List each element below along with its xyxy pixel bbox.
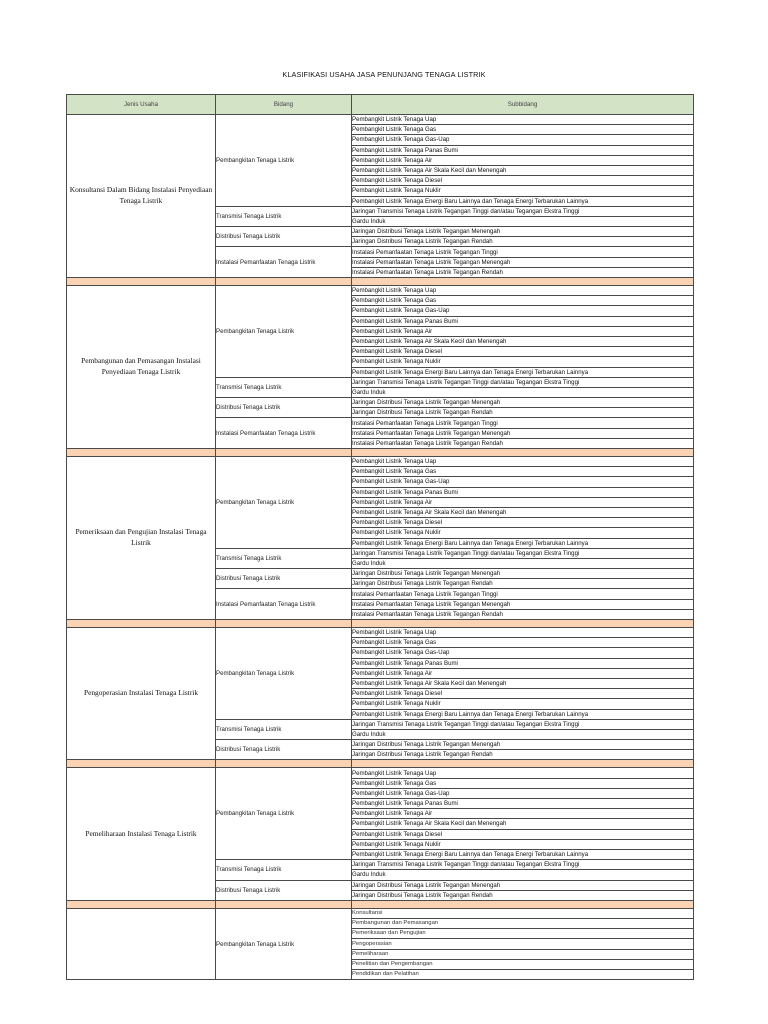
subbidang-cell: Pemeriksaan dan Pengujian bbox=[352, 929, 694, 939]
subbidang-cell: Pembangkit Listrik Tenaga Air bbox=[352, 326, 694, 336]
subbidang-cell: Pembangkit Listrik Tenaga Gas bbox=[352, 296, 694, 306]
subbidang-cell: Jaringan Transmisi Tenaga Listrik Tegangan Tinggi dan/atau Tegangan Ekstra Tinggi bbox=[352, 206, 694, 216]
header-bidang: Bidang bbox=[216, 95, 352, 115]
bidang-cell: Transmisi Tenaga Listrik bbox=[216, 206, 352, 226]
separator-cell bbox=[352, 620, 694, 628]
subbidang-cell: Konsultansi bbox=[352, 908, 694, 918]
subbidang-cell: Pembangkit Listrik Tenaga Energi Baru Lainnya dan Tenaga Energi Terbarukan Lainnya bbox=[352, 196, 694, 206]
subbidang-cell: Pembangkit Listrik Tenaga Air bbox=[352, 497, 694, 507]
subbidang-cell: Pembangkit Listrik Tenaga Energi Baru Lainnya dan Tenaga Energi Terbarukan Lainnya bbox=[352, 709, 694, 719]
section-separator bbox=[67, 900, 694, 908]
subbidang-cell: Pembangkit Listrik Tenaga Diesel bbox=[352, 829, 694, 839]
subbidang-cell: Pendidikan dan Pelatihan bbox=[352, 970, 694, 980]
jenis-usaha-cell: Pengoperasian Instalasi Tenaga Listrik bbox=[67, 628, 216, 760]
subbidang-cell: Pembangkit Listrik Tenaga Diesel bbox=[352, 176, 694, 186]
bidang-cell: Pembangkitan Tenaga Listrik bbox=[216, 628, 352, 720]
separator-cell bbox=[67, 449, 216, 457]
subbidang-cell: Gardu Induk bbox=[352, 729, 694, 739]
bidang-cell: Transmisi Tenaga Listrik bbox=[216, 548, 352, 568]
subbidang-cell: Jaringan Distribusi Tenaga Listrik Tegangan Menengah bbox=[352, 227, 694, 237]
subbidang-cell: Pembangkit Listrik Tenaga Diesel bbox=[352, 518, 694, 528]
subbidang-cell: Instalasi Pemanfaatan Tenaga Listrik Tegangan Tinggi bbox=[352, 418, 694, 428]
subbidang-cell: Pembangkit Listrik Tenaga Air Skala Kecil dan Menengah bbox=[352, 336, 694, 346]
bidang-cell: Instalasi Pemanfaatan Tenaga Listrik bbox=[216, 589, 352, 620]
subbidang-cell: Pembangkit Listrik Tenaga Air Skala Kecil dan Menengah bbox=[352, 678, 694, 688]
subbidang-cell: Gardu Induk bbox=[352, 216, 694, 226]
subbidang-cell: Pengoperasian bbox=[352, 939, 694, 949]
subbidang-cell: Pembangkit Listrik Tenaga Nuklir bbox=[352, 186, 694, 196]
separator-cell bbox=[67, 278, 216, 286]
separator-cell bbox=[352, 449, 694, 457]
separator-cell bbox=[216, 900, 352, 908]
bidang-cell: Pembangkitan Tenaga Listrik bbox=[216, 115, 352, 207]
subbidang-cell: Pembangkit Listrik Tenaga Energi Baru Lainnya dan Tenaga Energi Terbarukan Lainnya bbox=[352, 538, 694, 548]
subbidang-cell: Instalasi Pemanfaatan Tenaga Listrik Tegangan Menengah bbox=[352, 599, 694, 609]
subbidang-cell: Pembangkit Listrik Tenaga Panas Bumi bbox=[352, 316, 694, 326]
table-row bbox=[67, 286, 694, 296]
subbidang-cell: Pembangkit Listrik Tenaga Air Skala Kecil dan Menengah bbox=[352, 507, 694, 517]
subbidang-cell: Jaringan Distribusi Tenaga Listrik Tegangan Rendah bbox=[352, 408, 694, 418]
subbidang-cell: Pembangkit Listrik Tenaga Uap bbox=[352, 115, 694, 125]
subbidang-cell: Jaringan Distribusi Tenaga Listrik Tegangan Menengah bbox=[352, 740, 694, 750]
header-jenis-usaha: Jenis Usaha bbox=[67, 95, 216, 115]
subbidang-cell: Gardu Induk bbox=[352, 387, 694, 397]
bidang-cell: Distribusi Tenaga Listrik bbox=[216, 398, 352, 418]
separator-cell bbox=[216, 620, 352, 628]
subbidang-cell: Pembangkit Listrik Tenaga Nuklir bbox=[352, 357, 694, 367]
subbidang-cell: Instalasi Pemanfaatan Tenaga Listrik Tegangan Menengah bbox=[352, 257, 694, 267]
bidang-cell: Transmisi Tenaga Listrik bbox=[216, 719, 352, 739]
bidang-cell: Instalasi Pemanfaatan Tenaga Listrik bbox=[216, 418, 352, 449]
separator-cell bbox=[216, 760, 352, 768]
table-body bbox=[67, 115, 694, 980]
document-title: KLASIFIKASI USAHA JASA PENUNJANG TENAGA LISTRIK bbox=[282, 70, 486, 79]
subbidang-cell: Jaringan Distribusi Tenaga Listrik Tegangan Rendah bbox=[352, 890, 694, 900]
subbidang-cell: Jaringan Distribusi Tenaga Listrik Tegangan Rendah bbox=[352, 750, 694, 760]
subbidang-cell: Pembangkit Listrik Tenaga Uap bbox=[352, 768, 694, 778]
subbidang-cell: Penelitian dan Pengembangan bbox=[352, 959, 694, 969]
table-row bbox=[67, 908, 694, 918]
subbidang-cell: Jaringan Transmisi Tenaga Listrik Tegangan Tinggi dan/atau Tegangan Ekstra Tinggi bbox=[352, 860, 694, 870]
separator-cell bbox=[216, 449, 352, 457]
bidang-cell: Transmisi Tenaga Listrik bbox=[216, 860, 352, 880]
subbidang-cell: Pembangkit Listrik Tenaga Panas Bumi bbox=[352, 799, 694, 809]
separator-cell bbox=[67, 900, 216, 908]
subbidang-cell: Pembangkit Listrik Tenaga Uap bbox=[352, 457, 694, 467]
subbidang-cell: Pembangkit Listrik Tenaga Air bbox=[352, 809, 694, 819]
section-separator bbox=[67, 278, 694, 286]
bidang-cell: Distribusi Tenaga Listrik bbox=[216, 740, 352, 760]
subbidang-cell: Pembangkit Listrik Tenaga Gas-Uap bbox=[352, 788, 694, 798]
subbidang-cell: Instalasi Pemanfaatan Tenaga Listrik Tegangan Rendah bbox=[352, 609, 694, 619]
bidang-cell: Transmisi Tenaga Listrik bbox=[216, 377, 352, 397]
bidang-cell: Distribusi Tenaga Listrik bbox=[216, 227, 352, 247]
jenis-usaha-cell: Konsultansi Dalam Bidang Instalasi Penyediaan Tenaga Listrik bbox=[67, 115, 216, 278]
separator-cell bbox=[67, 620, 216, 628]
subbidang-cell: Pembangkit Listrik Tenaga Air bbox=[352, 668, 694, 678]
subbidang-cell: Pembangkit Listrik Tenaga Gas-Uap bbox=[352, 306, 694, 316]
subbidang-cell: Jaringan Transmisi Tenaga Listrik Tegangan Tinggi dan/atau Tegangan Ekstra Tinggi bbox=[352, 377, 694, 387]
table-row bbox=[67, 768, 694, 778]
subbidang-cell: Instalasi Pemanfaatan Tenaga Listrik Tegangan Tinggi bbox=[352, 247, 694, 257]
subbidang-cell: Pembangkit Listrik Tenaga Gas bbox=[352, 467, 694, 477]
subbidang-cell: Pembangkit Listrik Tenaga Panas Bumi bbox=[352, 145, 694, 155]
subbidang-cell: Pembangunan dan Pemasangan bbox=[352, 919, 694, 929]
separator-cell bbox=[67, 760, 216, 768]
subbidang-cell: Pembangkit Listrik Tenaga Nuklir bbox=[352, 699, 694, 709]
section-separator bbox=[67, 760, 694, 768]
section-separator bbox=[67, 620, 694, 628]
subbidang-cell: Pembangkit Listrik Tenaga Diesel bbox=[352, 689, 694, 699]
subbidang-cell: Instalasi Pemanfaatan Tenaga Listrik Tegangan Rendah bbox=[352, 267, 694, 277]
subbidang-cell: Pembangkit Listrik Tenaga Air Skala Kecil dan Menengah bbox=[352, 819, 694, 829]
subbidang-cell: Pembangkit Listrik Tenaga Uap bbox=[352, 286, 694, 296]
jenis-usaha-cell: Pemeliharaan Instalasi Tenaga Listrik bbox=[67, 768, 216, 900]
jenis-usaha-cell bbox=[67, 908, 216, 979]
subbidang-cell: Pembangkit Listrik Tenaga Diesel bbox=[352, 347, 694, 357]
subbidang-cell: Pembangkit Listrik Tenaga Gas-Uap bbox=[352, 648, 694, 658]
jenis-usaha-cell: Pembangunan dan Pemasangan Instalasi Penyediaan Tenaga Listrik bbox=[67, 286, 216, 449]
subbidang-cell: Jaringan Transmisi Tenaga Listrik Tegangan Tinggi dan/atau Tegangan Ekstra Tinggi bbox=[352, 719, 694, 729]
subbidang-cell: Pembangkit Listrik Tenaga Gas-Uap bbox=[352, 135, 694, 145]
subbidang-cell: Pembangkit Listrik Tenaga Air Skala Kecil dan Menengah bbox=[352, 165, 694, 175]
subbidang-cell: Pemeliharaan bbox=[352, 949, 694, 959]
header-subbidang: Subbidang bbox=[352, 95, 694, 115]
subbidang-cell: Pembangkit Listrik Tenaga Energi Baru Lainnya dan Tenaga Energi Terbarukan Lainnya bbox=[352, 367, 694, 377]
table-row bbox=[67, 628, 694, 638]
subbidang-cell: Instalasi Pemanfaatan Tenaga Listrik Tegangan Rendah bbox=[352, 438, 694, 448]
separator-cell bbox=[352, 760, 694, 768]
table-row bbox=[67, 115, 694, 125]
classification-table bbox=[66, 94, 694, 980]
table-row bbox=[67, 457, 694, 467]
subbidang-cell: Instalasi Pemanfaatan Tenaga Listrik Tegangan Menengah bbox=[352, 428, 694, 438]
separator-cell bbox=[352, 278, 694, 286]
subbidang-cell: Pembangkit Listrik Tenaga Nuklir bbox=[352, 528, 694, 538]
subbidang-cell: Pembangkit Listrik Tenaga Energi Baru Lainnya dan Tenaga Energi Terbarukan Lainnya bbox=[352, 849, 694, 859]
section-separator bbox=[67, 449, 694, 457]
subbidang-cell: Pembangkit Listrik Tenaga Panas Bumi bbox=[352, 487, 694, 497]
subbidang-cell: Instalasi Pemanfaatan Tenaga Listrik Tegangan Tinggi bbox=[352, 589, 694, 599]
table-header-row bbox=[67, 95, 694, 115]
bidang-cell: Instalasi Pemanfaatan Tenaga Listrik bbox=[216, 247, 352, 278]
subbidang-cell: Pembangkit Listrik Tenaga Gas bbox=[352, 778, 694, 788]
separator-cell bbox=[216, 278, 352, 286]
subbidang-cell: Jaringan Distribusi Tenaga Listrik Tegangan Menengah bbox=[352, 569, 694, 579]
bidang-cell: Pembangkitan Tenaga Listrik bbox=[216, 286, 352, 378]
subbidang-cell: Pembangkit Listrik Tenaga Panas Bumi bbox=[352, 658, 694, 668]
bidang-cell: Distribusi Tenaga Listrik bbox=[216, 880, 352, 900]
bidang-cell: Distribusi Tenaga Listrik bbox=[216, 569, 352, 589]
subbidang-cell: Jaringan Transmisi Tenaga Listrik Tegangan Tinggi dan/atau Tegangan Ekstra Tinggi bbox=[352, 548, 694, 558]
separator-cell bbox=[352, 900, 694, 908]
subbidang-cell: Pembangkit Listrik Tenaga Nuklir bbox=[352, 839, 694, 849]
subbidang-cell: Pembangkit Listrik Tenaga Gas bbox=[352, 638, 694, 648]
subbidang-cell: Gardu Induk bbox=[352, 870, 694, 880]
bidang-cell: Pembangkitan Tenaga Listrik bbox=[216, 457, 352, 549]
subbidang-cell: Pembangkit Listrik Tenaga Air bbox=[352, 155, 694, 165]
subbidang-cell: Jaringan Distribusi Tenaga Listrik Tegangan Menengah bbox=[352, 880, 694, 890]
jenis-usaha-cell: Pemeriksaan dan Pengujian Instalasi Tenaga Listrik bbox=[67, 457, 216, 620]
bidang-cell: Pembangkitan Tenaga Listrik bbox=[216, 768, 352, 860]
subbidang-cell: Pembangkit Listrik Tenaga Uap bbox=[352, 628, 694, 638]
subbidang-cell: Jaringan Distribusi Tenaga Listrik Tegangan Menengah bbox=[352, 398, 694, 408]
subbidang-cell: Jaringan Distribusi Tenaga Listrik Tegangan Rendah bbox=[352, 237, 694, 247]
subbidang-cell: Gardu Induk bbox=[352, 558, 694, 568]
subbidang-cell: Pembangkit Listrik Tenaga Gas bbox=[352, 125, 694, 135]
subbidang-cell: Pembangkit Listrik Tenaga Gas-Uap bbox=[352, 477, 694, 487]
bidang-cell: Pembangkitan Tenaga Listrik bbox=[216, 908, 352, 979]
subbidang-cell: Jaringan Distribusi Tenaga Listrik Tegangan Rendah bbox=[352, 579, 694, 589]
